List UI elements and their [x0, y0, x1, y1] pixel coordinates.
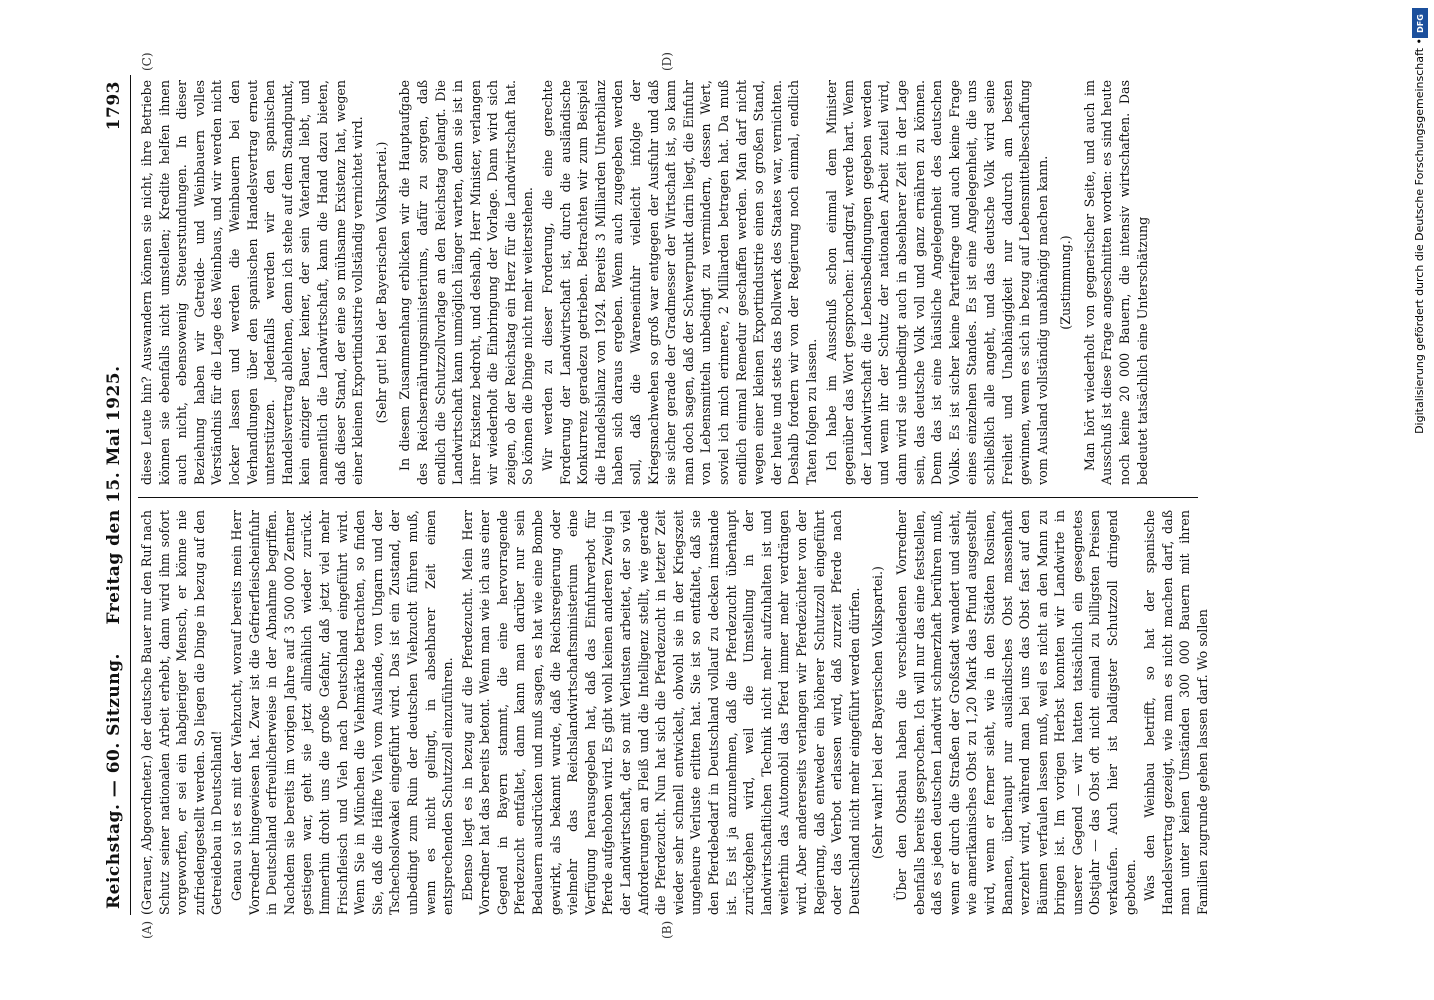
left-interjection: (Sehr wahr! bei der Bayerischen Volkspartei.)	[870, 566, 886, 859]
margin-mark-d: (D)	[660, 52, 674, 71]
left-paragraph: Was den Weinbau betrifft, so hat der spanische Handelsvertrag gezeigt, wie man es nicht machen darf, daß man unter keinen Umständen 300 000 Bauern mit ihren Familien zugrunde gehen lassen darf. Wo sollen	[1142, 510, 1211, 915]
header-date: Freitag den 15. Mai 1925.	[104, 365, 124, 625]
left-paragraph: (Gerauer, Abgeordneter.) der deutsche Bauer nur den Ruf nach Schutz seiner nationalen Arbeit erhebt, dann wird ihm sofort vorgeworfen, er sei ein habgieriger Mensch, er könne nie zufriedengestellt werden. So liegen die Dinge in bezug auf den Getreidebau in Deutschland!	[139, 510, 225, 915]
dfg-watermark	[1410, 8, 1430, 988]
left-column	[138, 510, 1211, 915]
newspaper-page	[100, 52, 1211, 939]
right-interjection: (Sehr gut! bei der Bayerischen Volkspartei.)	[373, 141, 389, 424]
margin-mark-b: (B)	[660, 920, 674, 939]
left-paragraph: Über den Obstbau haben die verschiedenen Vorredner ebenfalls bereits gesprochen. Ich will nur das eine feststellen, daß es jeden deutschen Landwirt schmerzhaft berühren muß, wenn er durch die Straßen der Großstadt wandert und sieht, wie amerikanisches Obst zu 1,20 Mark das Pfund ausgestellt wird, wenn er ferner sieht, wie in den Städten Rosinen, Bananen, überhaupt nur ausländisches Obst massenhaft verzehrt wird, während man bei uns das Obst fast auf den Bäumen verfaulen lassen muß, weil es nicht an den Mann zu bringen ist. Im vorigen Herbst konnten wir Landwirte in unserer Gegend — wir hatten tatsächlich ein gesegnetes Obstjahr — das Obst oft nicht einmal zu billigsten Preisen verkaufen. Auch hier ist baldigster Schutzzoll dringend geboten.	[893, 510, 1138, 915]
left-paragraph: Ebenso liegt es in bezug auf die Pferdezucht. Mein Herr Vorredner hat das bereits betont. Wenn man wie ich aus einer Gegend in Bayern stammt, die eine hervorragende Pferdezucht entfaltet, dann kann man darüber nur sein Bedauern ausdrücken und muß sagen, es hat wie eine Bombe gewirkt, als bekannt wurde, daß die Reichsregierung oder vielmehr das Reichslandwirtschaftsministerium eine Verfügung herausgegeben hat, daß das Einfuhrverbot für Pferde aufgehoben wird. Es gibt wohl keinen anderen Zweig in der Landwirtschaft, der so mit Verlusten arbeitet, der so viel Anforderungen an Fleiß und die Intelligenz stellt, wie gerade die Pferdezucht. Nun hat sich die Pferdezucht in letzter Zeit wieder sehr schnell entwickelt, obwohl sie in der Kriegszeit ungeheure Verluste erlitten hat. Sie ist so entfaltet, daß sie den Pferdebedarf in Deutschland vollauf zu decken imstande ist. Es ist ja anzunehmen, daß die Pferdezucht überhaupt zurückgehen wird, weil die Umstellung in der landwirtschaftlichen Technik nicht mehr aufzuhalten ist und weiterhin das Automobil das Pferd immer mehr verdrängen wird. Aber andererseits verlangen wir Pferdezüchter von der Regierung, daß entweder ein höherer Schutzzoll eingeführt oder das Verbot erlassen wird, daß zurzeit Pferde nach Deutschland nicht mehr eingeführt werden dürfen.	[459, 510, 862, 915]
dfg-watermark-text: Digitalisierung gefördert durch die Deutsche Forschungsgemeinschaft •	[1413, 38, 1426, 434]
margin-mark-a: (A)	[140, 920, 154, 939]
left-paragraph: Genau so ist es mit der Viehzucht, worauf bereits mein Herr Vorredner hingewiesen hat. Zwar ist die Gefrierfleischeinfuhr in Deutschland erfreulicherweise in der Abnahme begriffen. Nachdem sie bereits im vorigen Jahre auf 3 500 000 Zentner gestiegen war, geht sie jetzt allmählich wieder zurück. Immerhin droht uns die große Gefahr, daß jetzt viel mehr Frischfleisch und Vieh nach Deutschland eingeführt wird. Wenn Sie in München die Viehmärkte betrachten, so finden Sie, daß die Hälfte Vieh vom Auslande, von Ungarn und der Tschechoslowakei eingeführt wird. Das ist ein Zustand, der unbedingt zum Ruin der deutschen Viehzucht führen muß, wenn es nicht gelingt, in absehbarer Zeit einen entsprechenden Schutzzoll einzuführen.	[228, 510, 456, 915]
header-page-number: 1793	[104, 81, 124, 131]
right-column	[138, 80, 1198, 485]
right-paragraph: Wir werden zu dieser Forderung, die eine gerechte Forderung der Landwirtschaft ist, durch die ausländische Konkurrenz geradezu getrieben. Betrachten wir zum Beispiel die Handelsbilanz von 1924. Bereits 3 Milliarden Unterbilanz haben sich daraus ergeben. Wenn auch zugegeben werden soll, daß die Wareneinfuhr vielleicht infolge der Kriegsnachwehen so groß war entgegen der Ausfuhr und daß sie sicher gerade der Gradmesser der Wirtschaft ist, so kann man doch sagen, daß der Schwerpunkt darin liegt, die Einfuhr von Lebensmitteln unbedingt zu vermindern, dessen Wert, soviel ich mich erinnere, 2 Milliarden betragen hat. Da muß endlich einmal Remedur geschaffen werden. Man darf nicht wegen einer kleinen Exportindustrie einen so großen Stand, der heute und stets das Bollwerk des Staates war, vernichten. Deshalb fordern wir von der Regierung noch einmal, endlich Taten folgen zu lassen.	[540, 80, 819, 485]
dfg-logo: DFG	[1412, 8, 1428, 38]
margin-mark-c: (C)	[140, 52, 154, 71]
page-header	[100, 75, 131, 915]
right-paragraph: Man hört wiederholt von gegnerischer Seite, und auch im Ausschuß ist diese Frage angeschnitten worden: es sind heute noch keine 20 000 Bauern, die intensiv wirtschaften. Das bedeutet tatsächlich eine Unterschätzung	[1081, 80, 1150, 485]
text-columns	[138, 75, 1211, 915]
right-paragraph: diese Leute hin? Auswandern können sie nicht, ihre Betriebe können sie ebenfalls nicht umstellen; Kredite helfen ihnen auch nicht, ebensowenig Steuerstundungen. In dieser Beziehung haben wir Getreide- und Weinbauern volles Verständnis für die Lage des Weinbaus, und wir werden nicht locker lassen und werden die Weinbauern bei den Verhandlungen über den spanischen Handelsvertrag erneut unterstützen. Jedenfalls werden wir den spanischen Handelsvertrag ablehnen, denn ich stehe auf dem Standpunkt, kein einziger Bauer, keiner, der sein Vaterland liebt, und namentlich die Landwirtschaft, kann die Hand dazu bieten, daß dieser Stand, der eine so mühsame Existenz hat, wegen einer kleinen Exportindustrie vollständig vernichtet wird.	[139, 80, 366, 485]
header-session: Reichstag. — 60. Sitzung.	[104, 653, 124, 909]
right-paragraph: Ich habe im Ausschuß schon einmal dem Minister gegenüber das Wort gesprochen: Landgraf, werde hart. Wenn der Landwirtschaft die Lebensbedingungen gegeben werden und wenn ihr der Schutz der nationalen Arbeit zuteil wird, dann wird sie unbedingt auch in absehbarer Zeit in der Lage sein, das deutsche Volk voll und ganz ernähren zu können. Denn das ist eine häusliche Angelegenheit des deutschen Volks. Es ist sicher keine Parteifrage und auch keine Frage eines einzelnen Standes. Es ist eine Angelegenheit, die uns schließlich alle angeht, und das deutsche Volk wird seine Freiheit und Unabhängigkeit nur dadurch am besten gewinnen, wenn es sich in bezug auf Lebensmittelbeschaffung vom Ausland vollständig unabhängig machen kann.	[823, 80, 1050, 485]
right-paragraph: In diesem Zusammenhang erblicken wir die Hauptaufgabe des Reichsernährungsministeriums, dafür zu sorgen, daß endlich die Schutzzollvorlage an den Reichstag gelangt. Die Landwirtschaft kann unmöglich länger warten, denn sie ist in ihrer Existenz bedroht, und deshalb, Herr Minister, verlangen wir wiederholt die Einbringung der Vorlage. Dann wird sich zeigen, ob der Reichstag ein Herz für die Landwirtschaft hat. So können die Dinge nicht mehr weiterstehen.	[397, 80, 536, 485]
right-interjection: (Zustimmung.)	[1058, 235, 1074, 330]
column-divider	[138, 497, 1198, 498]
